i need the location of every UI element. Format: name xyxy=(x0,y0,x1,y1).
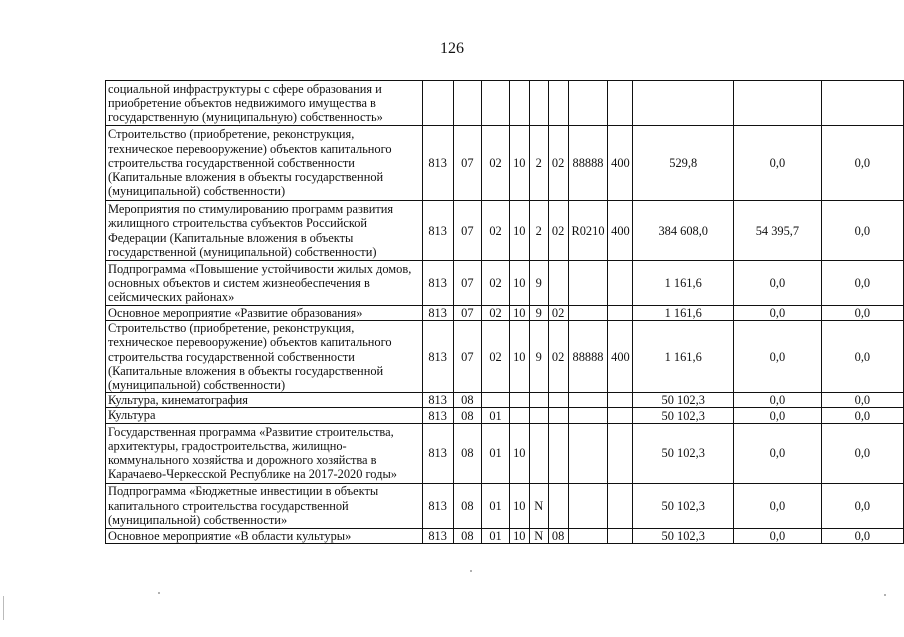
cell-direction: 88888 xyxy=(568,126,608,201)
cell-item-name: Подпрограмма «Бюджетные инвестиции в объекты капитального строительства государственной (муниципальной) собственности» xyxy=(106,483,423,528)
cell-sum-year1: 50 102,3 xyxy=(633,423,734,483)
cell-subprogram xyxy=(529,393,548,408)
cell-admin-code: 813 xyxy=(422,201,453,261)
cell-program: 10 xyxy=(509,321,529,393)
cell-program: 10 xyxy=(509,126,529,201)
cell-item-name: Основное мероприятие «Развитие образования» xyxy=(106,306,423,321)
cell-subsection: 02 xyxy=(482,126,510,201)
cell-subprogram: N xyxy=(529,483,548,528)
table-row xyxy=(106,306,904,321)
cell-subsection: 01 xyxy=(482,408,510,423)
cell-sum-year2: 0,0 xyxy=(734,126,822,201)
cell-item-name: социальной инфраструктуры с сфере образования и приобретение объектов недвижимого имущества в государственную (муниципальную) собственность» xyxy=(106,81,423,126)
cell-admin-code xyxy=(422,81,453,126)
cell-activity: 02 xyxy=(548,306,568,321)
cell-subsection xyxy=(482,393,510,408)
cell-activity: 02 xyxy=(548,321,568,393)
cell-expense-type xyxy=(608,483,633,528)
budget-table xyxy=(105,80,904,544)
cell-direction xyxy=(568,483,608,528)
cell-sum-year1: 1 161,6 xyxy=(633,306,734,321)
cell-item-name: Основное мероприятие «В области культуры» xyxy=(106,528,423,543)
cell-activity xyxy=(548,483,568,528)
cell-direction xyxy=(568,408,608,423)
cell-direction xyxy=(568,306,608,321)
table-row xyxy=(106,81,904,126)
cell-program: 10 xyxy=(509,423,529,483)
cell-admin-code: 813 xyxy=(422,408,453,423)
cell-sum-year2: 0,0 xyxy=(734,528,822,543)
cell-activity xyxy=(548,81,568,126)
cell-subprogram xyxy=(529,81,548,126)
page-number: 126 xyxy=(440,40,464,57)
cell-program: 10 xyxy=(509,483,529,528)
cell-item-name: Подпрограмма «Повышение устойчивости жилых домов, основных объектов и систем жизнеобеспечения в сейсмических районах» xyxy=(106,261,423,306)
cell-admin-code: 813 xyxy=(422,483,453,528)
cell-sum-year2: 0,0 xyxy=(734,483,822,528)
cell-direction xyxy=(568,423,608,483)
cell-direction: R0210 xyxy=(568,201,608,261)
cell-sum-year1: 50 102,3 xyxy=(633,408,734,423)
cell-section: 08 xyxy=(453,393,482,408)
cell-expense-type: 400 xyxy=(608,321,633,393)
cell-activity: 02 xyxy=(548,126,568,201)
scan-speck xyxy=(158,592,160,594)
cell-direction xyxy=(568,81,608,126)
table-row xyxy=(106,408,904,423)
cell-section: 07 xyxy=(453,321,482,393)
cell-sum-year3: 0,0 xyxy=(821,201,903,261)
cell-subsection: 02 xyxy=(482,321,510,393)
cell-sum-year1: 384 608,0 xyxy=(633,201,734,261)
cell-expense-type xyxy=(608,423,633,483)
cell-direction: 88888 xyxy=(568,321,608,393)
cell-expense-type xyxy=(608,261,633,306)
cell-admin-code: 813 xyxy=(422,321,453,393)
cell-sum-year3: 0,0 xyxy=(821,483,903,528)
cell-sum-year2: 0,0 xyxy=(734,321,822,393)
cell-program: 10 xyxy=(509,261,529,306)
cell-subsection: 01 xyxy=(482,483,510,528)
table-row xyxy=(106,261,904,306)
cell-program: 10 xyxy=(509,201,529,261)
cell-section: 08 xyxy=(453,483,482,528)
cell-program: 10 xyxy=(509,306,529,321)
cell-item-name: Мероприятия по стимулированию программ развития жилищного строительства субъектов Российской Федерации (Капитальные вложения в объекты государственной (муниципальной) собственности) xyxy=(106,201,423,261)
cell-sum-year3: 0,0 xyxy=(821,306,903,321)
cell-direction xyxy=(568,393,608,408)
cell-admin-code: 813 xyxy=(422,393,453,408)
cell-admin-code: 813 xyxy=(422,261,453,306)
cell-expense-type xyxy=(608,528,633,543)
cell-expense-type: 400 xyxy=(608,126,633,201)
cell-subprogram xyxy=(529,423,548,483)
table-row xyxy=(106,201,904,261)
table-row xyxy=(106,393,904,408)
table-row xyxy=(106,321,904,393)
cell-subsection xyxy=(482,81,510,126)
cell-subsection: 01 xyxy=(482,423,510,483)
cell-subprogram: 9 xyxy=(529,261,548,306)
cell-sum-year2: 0,0 xyxy=(734,261,822,306)
cell-sum-year3: 0,0 xyxy=(821,393,903,408)
cell-direction xyxy=(568,528,608,543)
table-row xyxy=(106,483,904,528)
cell-sum-year2 xyxy=(734,81,822,126)
cell-sum-year1 xyxy=(633,81,734,126)
cell-direction xyxy=(568,261,608,306)
cell-sum-year1: 50 102,3 xyxy=(633,393,734,408)
cell-subprogram: 2 xyxy=(529,201,548,261)
cell-sum-year3: 0,0 xyxy=(821,126,903,201)
cell-subprogram xyxy=(529,408,548,423)
cell-item-name: Строительство (приобретение, реконструкция, техническое перевооружение) объектов капитального строительства государственной собственности (Капитальные вложения в объекты государственной (муниципальной) собственности) xyxy=(106,126,423,201)
cell-expense-type xyxy=(608,393,633,408)
cell-program xyxy=(509,81,529,126)
cell-admin-code: 813 xyxy=(422,423,453,483)
cell-sum-year2: 0,0 xyxy=(734,393,822,408)
cell-section: 08 xyxy=(453,423,482,483)
cell-sum-year1: 1 161,6 xyxy=(633,261,734,306)
cell-sum-year2: 0,0 xyxy=(734,423,822,483)
cell-sum-year3 xyxy=(821,81,903,126)
cell-activity xyxy=(548,393,568,408)
cell-program: 10 xyxy=(509,528,529,543)
cell-item-name: Строительство (приобретение, реконструкция, техническое перевооружение) объектов капитального строительства государственной собственности (Капитальные вложения в объекты государственной (муниципальной) собственности) xyxy=(106,321,423,393)
cell-sum-year1: 50 102,3 xyxy=(633,528,734,543)
cell-section: 07 xyxy=(453,306,482,321)
scan-speck xyxy=(884,594,886,596)
table-row xyxy=(106,423,904,483)
cell-expense-type xyxy=(608,408,633,423)
cell-admin-code: 813 xyxy=(422,528,453,543)
scan-speck xyxy=(470,570,472,572)
cell-subsection: 02 xyxy=(482,201,510,261)
cell-sum-year1: 1 161,6 xyxy=(633,321,734,393)
cell-activity xyxy=(548,261,568,306)
cell-admin-code: 813 xyxy=(422,306,453,321)
cell-section: 07 xyxy=(453,201,482,261)
cell-subsection: 01 xyxy=(482,528,510,543)
cell-sum-year2: 0,0 xyxy=(734,408,822,423)
cell-activity xyxy=(548,408,568,423)
scan-edge-mark xyxy=(3,596,4,620)
cell-sum-year3: 0,0 xyxy=(821,408,903,423)
cell-sum-year3: 0,0 xyxy=(821,321,903,393)
cell-item-name: Культура xyxy=(106,408,423,423)
cell-admin-code: 813 xyxy=(422,126,453,201)
cell-program xyxy=(509,408,529,423)
table-row xyxy=(106,126,904,201)
cell-section xyxy=(453,81,482,126)
cell-section: 07 xyxy=(453,261,482,306)
cell-subprogram: 9 xyxy=(529,306,548,321)
cell-subprogram: N xyxy=(529,528,548,543)
cell-subprogram: 9 xyxy=(529,321,548,393)
cell-sum-year1: 50 102,3 xyxy=(633,483,734,528)
cell-sum-year1: 529,8 xyxy=(633,126,734,201)
cell-section: 07 xyxy=(453,126,482,201)
cell-subprogram: 2 xyxy=(529,126,548,201)
cell-activity: 08 xyxy=(548,528,568,543)
cell-expense-type: 400 xyxy=(608,201,633,261)
cell-program xyxy=(509,393,529,408)
cell-expense-type xyxy=(608,81,633,126)
cell-section: 08 xyxy=(453,528,482,543)
table-row xyxy=(106,528,904,543)
cell-sum-year3: 0,0 xyxy=(821,528,903,543)
cell-item-name: Государственная программа «Развитие строительства, архитектуры, градостроительства, жилищно-коммунального хозяйства и дорожного хозяйства в Карачаево-Черкесской Республике на 2017-2020 годы» xyxy=(106,423,423,483)
cell-expense-type xyxy=(608,306,633,321)
cell-section: 08 xyxy=(453,408,482,423)
cell-subsection: 02 xyxy=(482,261,510,306)
cell-activity: 02 xyxy=(548,201,568,261)
cell-sum-year2: 0,0 xyxy=(734,306,822,321)
cell-item-name: Культура, кинематография xyxy=(106,393,423,408)
cell-sum-year3: 0,0 xyxy=(821,423,903,483)
cell-sum-year2: 54 395,7 xyxy=(734,201,822,261)
cell-sum-year3: 0,0 xyxy=(821,261,903,306)
cell-activity xyxy=(548,423,568,483)
cell-subsection: 02 xyxy=(482,306,510,321)
